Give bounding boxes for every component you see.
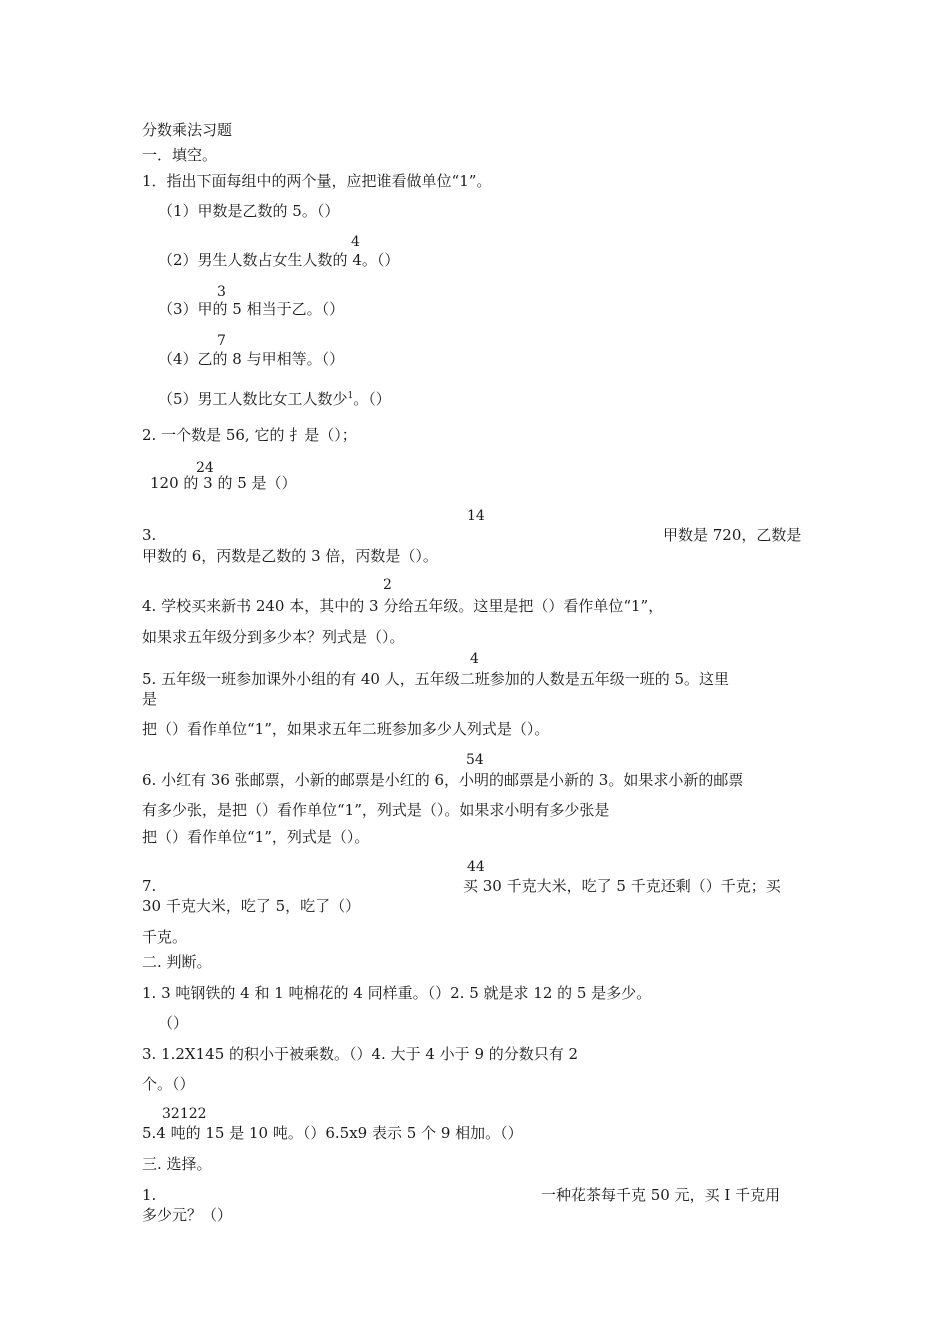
section-1-heading: 一．填空。 bbox=[142, 146, 218, 164]
q6-line-3: 把（）看作单位“1”，列式是（）。 bbox=[142, 828, 370, 846]
q1-item-5-text: （5）男工人数比女工人数少 bbox=[158, 390, 348, 408]
q7-label: 7. bbox=[142, 877, 157, 895]
choice-q1-label: 1. bbox=[142, 1186, 157, 1204]
q7-line-2: 30 千克大米，吃了 5，吃了（） bbox=[142, 897, 361, 915]
q5-line-1: 5. 五年级一班参加课外小组的有 40 人，五年级二班参加的人数是五年级一班的 5。这里 bbox=[142, 670, 730, 688]
q1-item-2-numerator: 4 bbox=[351, 234, 360, 250]
page-title: 分数乘法习题 bbox=[142, 121, 233, 139]
judge-numerators: 32122 bbox=[162, 1106, 207, 1122]
judge-line-4: 个。（） bbox=[142, 1075, 195, 1093]
q1-item-2: （2）男生人数占女生人数的 4。（） bbox=[158, 251, 400, 269]
q1-item-1: （1）甲数是乙数的 5。（） bbox=[158, 202, 340, 220]
q7-line-3: 千克。 bbox=[142, 928, 188, 946]
q6-numerator: 54 bbox=[466, 752, 484, 768]
choice-q1-text-right: 一种花茶每千克 50 元，买 I 千克用 bbox=[541, 1186, 781, 1204]
q4-numerator: 2 bbox=[383, 577, 392, 593]
q1-item-5 bbox=[158, 387, 391, 408]
q3-text-right: 甲数是 720，乙数是 bbox=[663, 526, 802, 544]
q5-line-1-wrap: 是 bbox=[142, 690, 158, 708]
q1-item-3: （3）甲的 5 相当于乙。（） bbox=[158, 300, 345, 318]
section-3-heading: 三. 选择。 bbox=[142, 1155, 212, 1173]
q3-label: 3. bbox=[142, 526, 157, 544]
q1-stem: 1．指出下面每组中的两个量，应把谁看做单位“1”。 bbox=[142, 172, 492, 190]
q1-item-5-blank: 。（） bbox=[353, 390, 391, 408]
q5-numerator: 4 bbox=[470, 651, 479, 667]
q2-line-1: 2. 一个数是 56, 它的 扌是（）； bbox=[142, 426, 357, 444]
judge-line-1: 1. 3 吨钢铁的 4 和 1 吨棉花的 4 同样重。（）2. 5 就是求 12 的 5 是多少。 bbox=[142, 984, 652, 1002]
q5-line-2: 把（）看作单位“1”，如果求五年二班参加多少人列式是（）。 bbox=[142, 720, 550, 738]
section-2-heading: 二. 判断。 bbox=[142, 953, 212, 971]
q6-line-1: 6. 小红有 36 张邮票，小新的邮票是小红的 6，小明的邮票是小新的 3。如果求小新的邮票 bbox=[142, 771, 744, 789]
q1-item-4: （4）乙的 8 与甲相等。（） bbox=[158, 350, 345, 368]
q1-item-4-numerator: 7 bbox=[217, 333, 226, 349]
q7-numerator: 44 bbox=[467, 859, 485, 875]
q2-line-2: 120 的 3 的 5 是（） bbox=[150, 474, 297, 492]
q3-line-2: 甲数的 6，丙数是乙数的 3 倍，丙数是（）。 bbox=[142, 547, 438, 565]
q1-item-5-superscript: 1 bbox=[347, 391, 354, 401]
q1-item-3-numerator: 3 bbox=[217, 284, 226, 300]
judge-line-3: 3. 1.2X145 的积小于被乘数。（）4. 大于 4 小于 9 的分数只有 2 bbox=[142, 1045, 579, 1063]
q3-numerator: 14 bbox=[467, 508, 485, 524]
q6-line-2: 有多少张，是把（）看作单位“1”，列式是（）。如果求小明有多少张是 bbox=[142, 801, 610, 819]
q7-text-right: 买 30 千克大米，吃了 5 千克还剩（）千克；买 bbox=[463, 877, 781, 895]
choice-q1-line-2: 多少元？（） bbox=[142, 1206, 233, 1224]
judge-line-2: （） bbox=[158, 1014, 189, 1032]
q2-numerator: 24 bbox=[196, 460, 214, 476]
q4-line-1: 4. 学校买来新书 240 本，其中的 3 分给五年级。这里是把（）看作单位“1”， bbox=[142, 597, 664, 615]
q4-line-2: 如果求五年级分到多少本？列式是（）。 bbox=[142, 628, 405, 646]
judge-line-5: 5.4 吨的 15 是 10 吨。（）6.5x9 表示 5 个 9 相加。（） bbox=[142, 1124, 523, 1142]
